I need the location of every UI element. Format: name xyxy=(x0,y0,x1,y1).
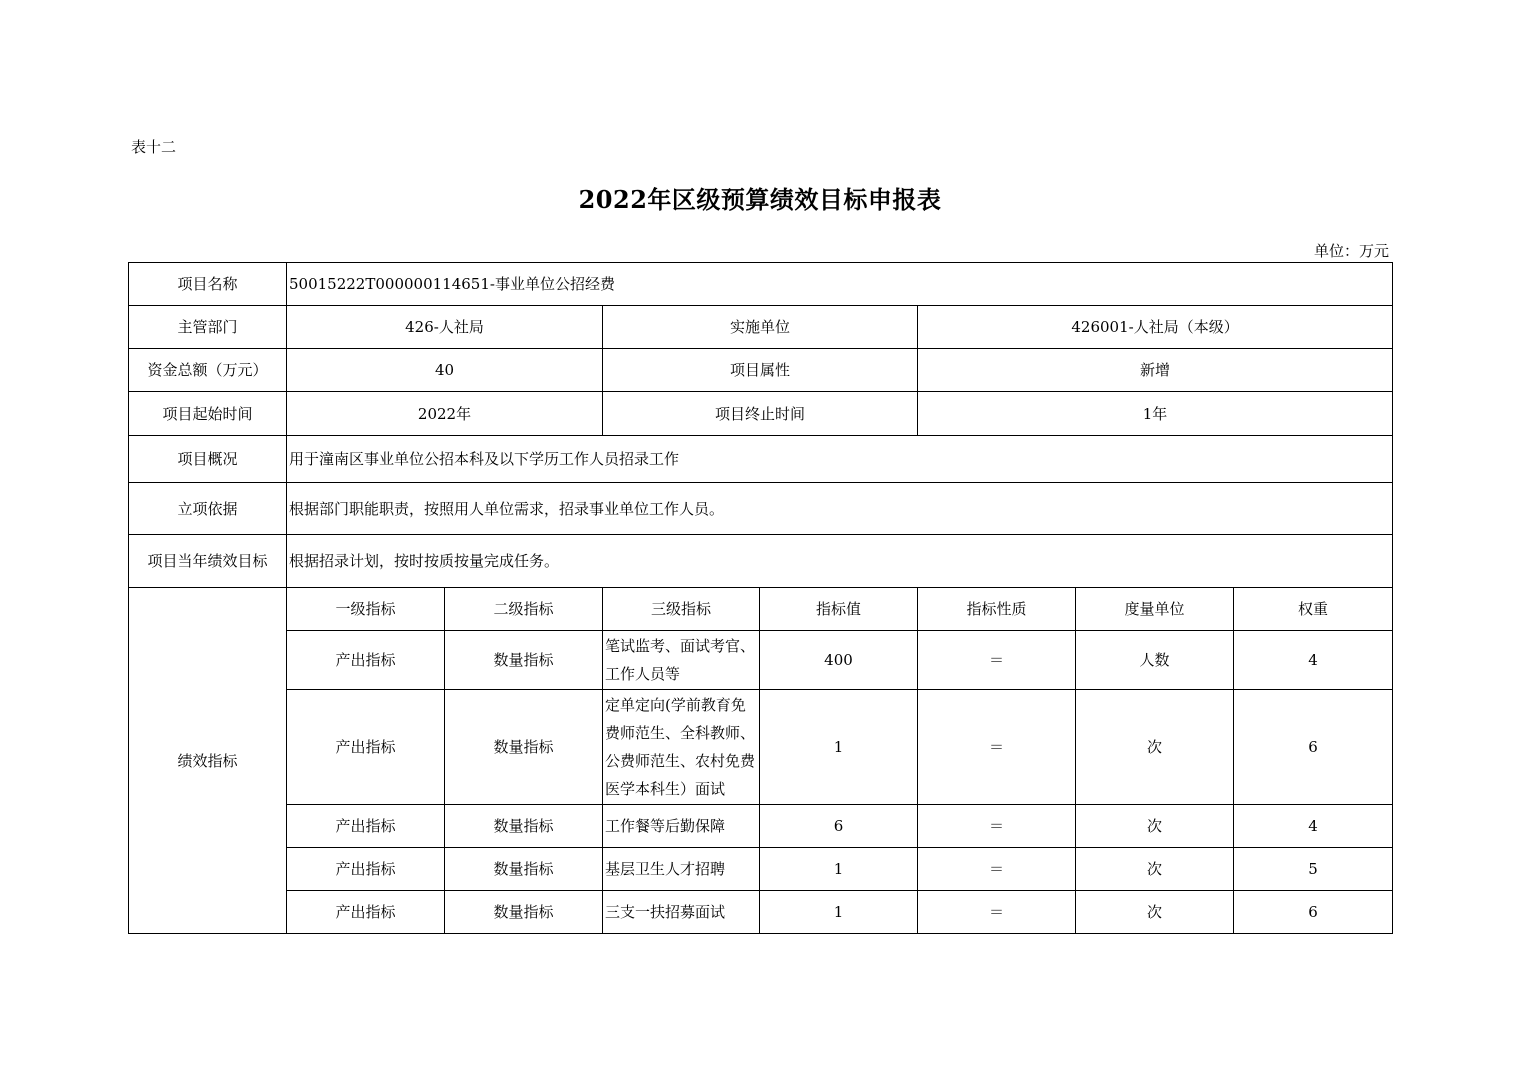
overview-value: 用于潼南区事业单位公招本科及以下学历工作人员招录工作 xyxy=(287,436,1393,483)
row-project-name xyxy=(129,263,1393,306)
goal-value: 根据招录计划，按时按质按量完成任务。 xyxy=(287,535,1393,588)
basis-value: 根据部门职能职责，按照用人单位需求，招录事业单位工作人员。 xyxy=(287,483,1393,535)
cell-unit: 次 xyxy=(1076,891,1234,934)
cell-nature: ＝ xyxy=(918,631,1076,690)
cell-value: 1 xyxy=(760,690,918,805)
cell-level1: 产出指标 xyxy=(287,690,445,805)
row-fund xyxy=(129,349,1393,392)
cell-value: 1 xyxy=(760,891,918,934)
cell-level1: 产出指标 xyxy=(287,848,445,891)
cell-level2: 数量指标 xyxy=(445,891,603,934)
cell-weight: 6 xyxy=(1234,891,1393,934)
cell-unit: 次 xyxy=(1076,805,1234,848)
row-time xyxy=(129,392,1393,436)
cell-level1: 产出指标 xyxy=(287,805,445,848)
cell-level3: 基层卫生人才招聘 xyxy=(603,848,760,891)
header-unit: 度量单位 xyxy=(1076,588,1234,631)
cell-level2: 数量指标 xyxy=(445,690,603,805)
attr-value: 新增 xyxy=(918,349,1393,392)
cell-weight: 4 xyxy=(1234,631,1393,690)
project-name-label: 项目名称 xyxy=(129,263,287,306)
fund-value: 40 xyxy=(287,349,603,392)
dept-value: 426-人社局 xyxy=(287,306,603,349)
unit-label: 单位：万元 xyxy=(1313,242,1389,260)
header-value: 指标值 xyxy=(760,588,918,631)
row-basis xyxy=(129,483,1393,535)
header-nature: 指标性质 xyxy=(918,588,1076,631)
indicator-header-row xyxy=(129,588,1393,631)
cell-level3: 三支一扶招募面试 xyxy=(603,891,760,934)
row-overview xyxy=(129,436,1393,483)
table-row xyxy=(129,805,1393,848)
table-row xyxy=(129,848,1393,891)
basis-label: 立项依据 xyxy=(129,483,287,535)
end-value: 1年 xyxy=(918,392,1393,436)
start-value: 2022年 xyxy=(287,392,603,436)
cell-level3: 笔试监考、面试考官、工作人员等 xyxy=(603,631,760,690)
cell-level1: 产出指标 xyxy=(287,891,445,934)
row-goal xyxy=(129,535,1393,588)
goal-label: 项目当年绩效目标 xyxy=(129,535,287,588)
cell-value: 1 xyxy=(760,848,918,891)
attr-label: 项目属性 xyxy=(603,349,918,392)
table-row xyxy=(129,891,1393,934)
end-label: 项目终止时间 xyxy=(603,392,918,436)
cell-value: 6 xyxy=(760,805,918,848)
header-level1: 一级指标 xyxy=(287,588,445,631)
cell-level3: 定单定向(学前教育免费师范生、全科教师、公费师范生、农村免费医学本科生）面试 xyxy=(603,690,760,805)
cell-level2: 数量指标 xyxy=(445,805,603,848)
cell-value: 400 xyxy=(760,631,918,690)
cell-nature: ＝ xyxy=(918,848,1076,891)
table-number: 表十二 xyxy=(131,138,177,156)
cell-weight: 6 xyxy=(1234,690,1393,805)
start-label: 项目起始时间 xyxy=(129,392,287,436)
header-level2: 二级指标 xyxy=(445,588,603,631)
overview-label: 项目概况 xyxy=(129,436,287,483)
cell-nature: ＝ xyxy=(918,690,1076,805)
cell-unit: 次 xyxy=(1076,848,1234,891)
impl-value: 426001-人社局（本级） xyxy=(918,306,1393,349)
cell-level2: 数量指标 xyxy=(445,848,603,891)
cell-level2: 数量指标 xyxy=(445,631,603,690)
cell-weight: 5 xyxy=(1234,848,1393,891)
cell-unit: 次 xyxy=(1076,690,1234,805)
project-name-value: 50015222T000000114651-事业单位公招经费 xyxy=(287,263,1393,306)
row-department xyxy=(129,306,1393,349)
header-weight: 权重 xyxy=(1234,588,1393,631)
cell-weight: 4 xyxy=(1234,805,1393,848)
table-row xyxy=(129,690,1393,805)
page-title: 2022年区级预算绩效目标申报表 xyxy=(578,185,942,214)
cell-nature: ＝ xyxy=(918,891,1076,934)
cell-unit: 人数 xyxy=(1076,631,1234,690)
dept-label: 主管部门 xyxy=(129,306,287,349)
impl-label: 实施单位 xyxy=(603,306,918,349)
cell-level1: 产出指标 xyxy=(287,631,445,690)
cell-nature: ＝ xyxy=(918,805,1076,848)
table-row xyxy=(129,631,1393,690)
fund-label: 资金总额（万元） xyxy=(129,349,287,392)
indicator-section-label: 绩效指标 xyxy=(129,588,287,934)
header-level3: 三级指标 xyxy=(603,588,760,631)
cell-level3: 工作餐等后勤保障 xyxy=(603,805,760,848)
performance-target-table xyxy=(128,262,1393,934)
